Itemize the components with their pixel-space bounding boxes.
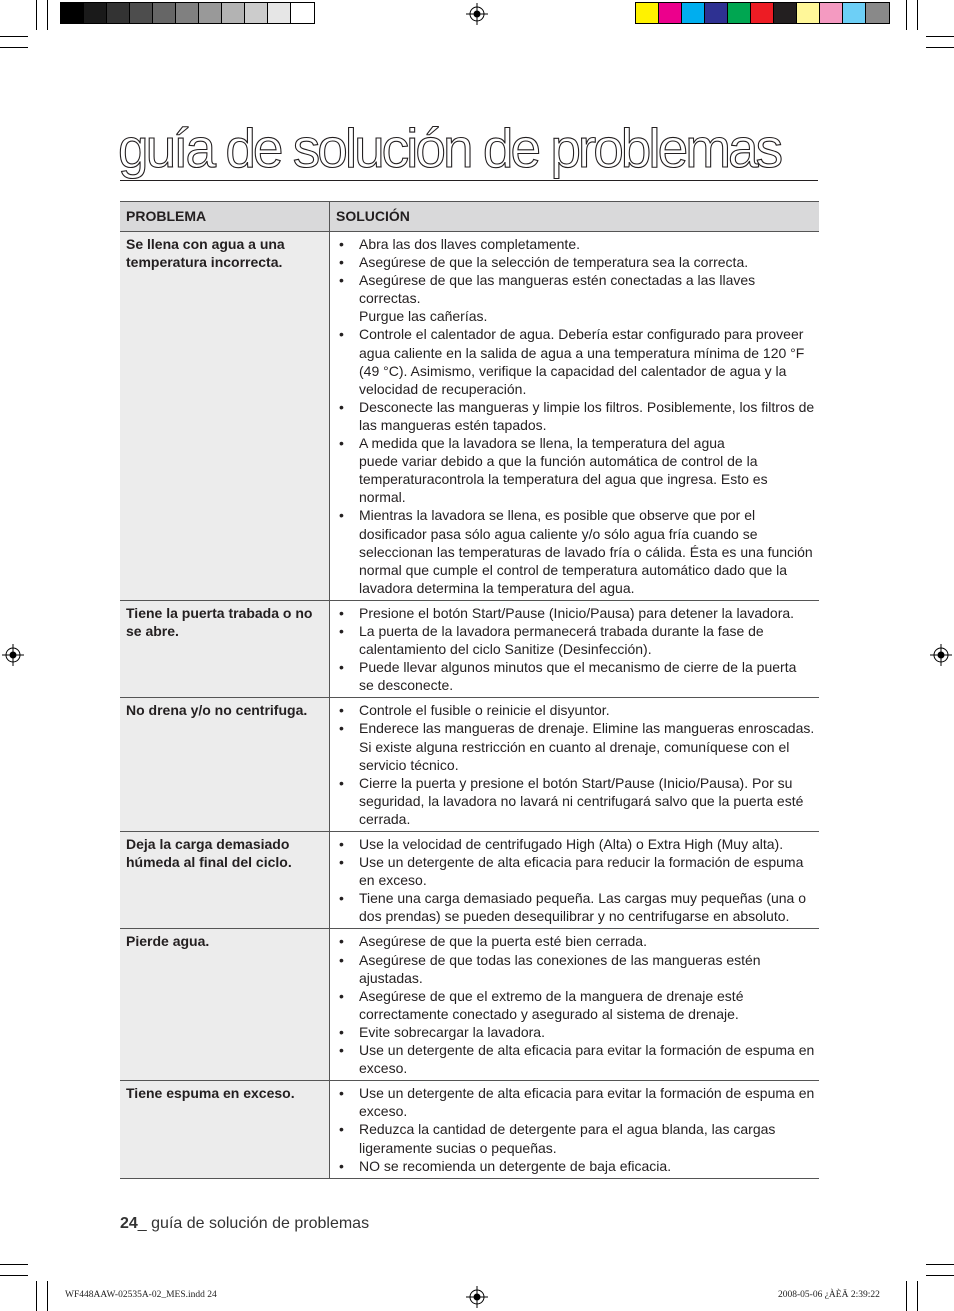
solution-item: • Abra las dos llaves completamente.: [337, 235, 815, 253]
solution-item: • Asegúrese de que todas las conexiones de las mangueras estén ajustadas.: [337, 951, 815, 987]
color-swatch: [682, 3, 705, 23]
solution-cell: [330, 1081, 820, 1178]
table-row: [120, 600, 819, 697]
color-swatch: [774, 3, 797, 23]
solution-item: • Reduzca la cantidad de detergente para el agua blanda, las cargas ligeramente sucias o pequeñas.: [337, 1120, 815, 1156]
footer-section-title: _ guía de solución de problemas: [137, 1215, 370, 1232]
problem-cell: Se llena con agua a una temperatura incorrecta.: [120, 232, 330, 601]
grayscale-color-bar: [60, 2, 315, 24]
problem-cell: Tiene la puerta trabada o no se abre.: [120, 600, 330, 697]
solution-item: • Use un detergente de alta eficacia para evitar la formación de espuma en exceso.: [337, 1041, 815, 1077]
solution-item: • Controle el fusible o reinicie el disyuntor.: [337, 701, 815, 719]
solution-item: • Cierre la puerta y presione el botón Start/Pause (Inicio/Pausa). Por su seguridad, la lavadora no lavará ni centrifugará salvo que la puerta esté cerrada.: [337, 774, 815, 828]
color-swatch: [153, 3, 176, 23]
color-swatch: [843, 3, 866, 23]
solution-item: • Desconecte las mangueras y limpie los filtros. Posiblemente, los filtros de las mangueras estén tapados.: [337, 398, 815, 434]
solution-list: [337, 604, 815, 694]
print-slug-date: 2008-05-06 ¿ÀÈÄ 2:39:22: [778, 1290, 880, 1300]
print-slug-file: WF448AAW-02535A-02_MES.indd 24: [65, 1290, 217, 1300]
solution-cell: [330, 232, 820, 601]
color-swatch: [636, 3, 659, 23]
solution-cell: [330, 929, 820, 1081]
solution-item: • Presione el botón Start/Pause (Inicio/Pausa) para detener la lavadora.: [337, 604, 815, 622]
registration-mark-icon: [466, 3, 488, 25]
solution-item: • Use un detergente de alta eficacia para evitar la formación de espuma en exceso.: [337, 1084, 815, 1120]
solution-item: • Asegúrese de que la selección de temperatura sea la correcta.: [337, 253, 815, 271]
color-swatch: [130, 3, 153, 23]
color-swatch: [291, 3, 314, 23]
solution-cell: [330, 832, 820, 929]
solution-list: [337, 1084, 815, 1174]
registration-mark-icon: [930, 644, 952, 666]
solution-item: • Asegúrese de que las mangueras estén conectadas a las llaves correctas. Purgue las cañerías.: [337, 271, 815, 325]
color-swatch: [659, 3, 682, 23]
color-swatch: [199, 3, 222, 23]
page-number: 24: [120, 1215, 138, 1232]
color-swatch: [866, 3, 889, 23]
color-swatch: [705, 3, 728, 23]
color-swatch: [268, 3, 291, 23]
solution-item: • Puede llevar algunos minutos que el mecanismo de cierre de la puerta se desconecte.: [337, 658, 815, 694]
color-swatch: [245, 3, 268, 23]
table-row: [120, 832, 819, 929]
title-underline: [120, 180, 818, 181]
solution-item: • Controle el calentador de agua. Debería estar configurado para proveer agua caliente en la salida de agua a una temperatura mínima de 120 °F (49 °C). Asimismo, verifique la capacidad del calentador de agua y la velocidad de recuperación.: [337, 325, 815, 397]
registration-mark-icon: [2, 644, 24, 666]
registration-mark-icon: [466, 1286, 488, 1308]
solution-item: • Asegúrese de que la puerta esté bien cerrada.: [337, 932, 815, 950]
solution-item: • Evite sobrecargar la lavadora.: [337, 1023, 815, 1041]
solution-item: • Tiene una carga demasiado pequeña. Las cargas muy pequeñas (una o dos prendas) se pueden desequilibrar y no centrifugarse en absoluto.: [337, 889, 815, 925]
color-swatch: [107, 3, 130, 23]
problem-cell: Pierde agua.: [120, 929, 330, 1081]
color-swatch: [820, 3, 843, 23]
solution-item: • Use un detergente de alta eficacia para reducir la formación de espuma en exceso.: [337, 853, 815, 889]
problem-cell: Deja la carga demasiado húmeda al final del ciclo.: [120, 832, 330, 929]
solution-item: • Use la velocidad de centrifugado High (Alta) o Extra High (Muy alta).: [337, 835, 815, 853]
table-row: [120, 929, 819, 1081]
problem-cell: Tiene espuma en exceso.: [120, 1081, 330, 1178]
color-swatch: [728, 3, 751, 23]
solution-list: [337, 701, 815, 828]
color-swatch: [176, 3, 199, 23]
problem-cell: No drena y/o no centrifuga.: [120, 698, 330, 832]
process-color-bar: [635, 2, 890, 24]
column-header-problem: PROBLEMA: [120, 202, 330, 232]
troubleshooting-table: [120, 201, 819, 1179]
column-header-solution: SOLUCIÓN: [330, 202, 820, 232]
solution-item: • A medida que la lavadora se llena, la temperatura del agua puede variar debido a que la función automática de control de la temperaturacontrola la temperatura del agua que ingresa. Esto es normal.: [337, 434, 815, 506]
table-row: [120, 1081, 819, 1178]
page-title: guía de solución de problemas: [118, 117, 781, 179]
color-swatch: [751, 3, 774, 23]
table-row: [120, 232, 819, 601]
solution-item: • Enderece las mangueras de drenaje. Elimine las mangueras enroscadas. Si existe alguna restricción en cuanto al drenaje, comuníquese con el servicio técnico.: [337, 719, 815, 773]
table-header-row: [120, 202, 819, 232]
solution-item: • Asegúrese de que el extremo de la manguera de drenaje esté correctamente conectado y asegurado al sistema de drenaje.: [337, 987, 815, 1023]
solution-list: [337, 835, 815, 925]
color-swatch: [61, 3, 84, 23]
solution-cell: [330, 600, 820, 697]
solution-cell: [330, 698, 820, 832]
solution-list: [337, 932, 815, 1077]
color-swatch: [797, 3, 820, 23]
solution-item: • La puerta de la lavadora permanecerá trabada durante la fase de calentamiento del ciclo Sanitize (Desinfección).: [337, 622, 815, 658]
table-body: [120, 232, 819, 1179]
page-footer: [120, 1215, 369, 1233]
solution-item: • NO se recomienda un detergente de baja eficacia.: [337, 1157, 815, 1175]
color-swatch: [222, 3, 245, 23]
color-swatch: [84, 3, 107, 23]
solution-item: • Mientras la lavadora se llena, es posible que observe que por el dosificador pasa sólo agua caliente y/o sólo agua fría cuando se seleccionan las temperaturas de lavado fría o cálida. Ésta es una función normal que cumple el control de temperatura automático dado que la lavadora determina la temperatura del agua.: [337, 506, 815, 596]
solution-list: [337, 235, 815, 597]
table-row: [120, 698, 819, 832]
